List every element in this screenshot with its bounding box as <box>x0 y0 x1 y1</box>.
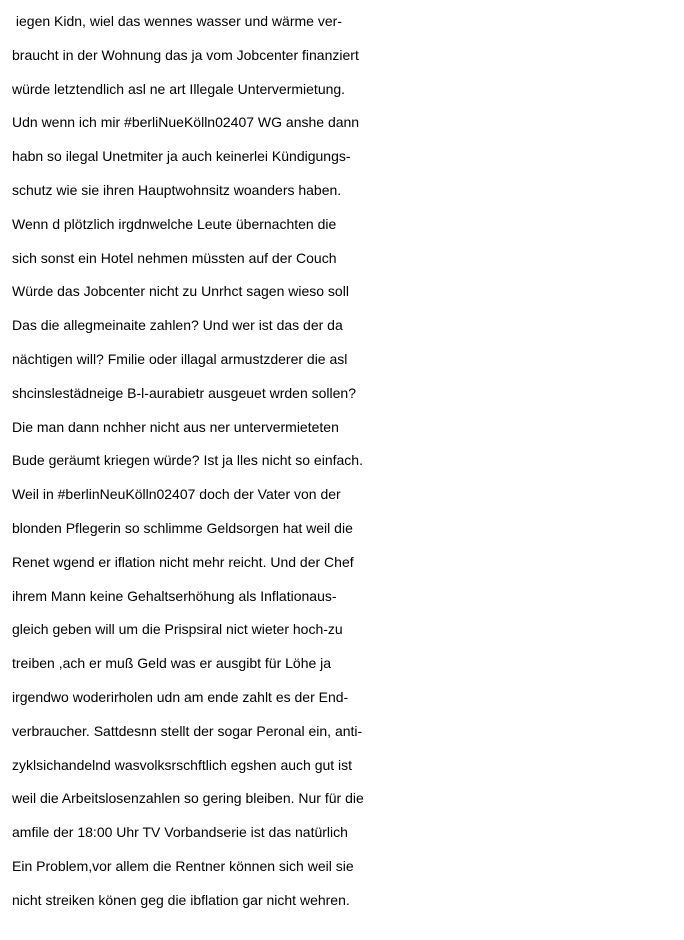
text-line: würde letztendlich asl ne art Illegale Untervermietung. <box>12 80 346 97</box>
text-line: schutz wie sie ihren Hauptwohnsitz woanders haben. <box>12 181 342 198</box>
text-line: amfile der 18:00 Uhr TV Vorbandserie ist das natürlich <box>12 824 348 841</box>
text-line: Würde das Jobcenter nicht zu Unrhct sagen wieso soll <box>12 283 349 300</box>
text-line: irgendwo woderirholen udn am ende zahlt es der End- <box>12 688 349 705</box>
text-line: Weil in #berlinNeuKölln02407 doch der Vater von der <box>12 486 341 503</box>
text-line: Ein Problem,vor allem die Rentner können sich weil sie <box>12 857 354 874</box>
text-line: ihrem Mann keine Gehaltserhöhung als Inflationaus- <box>12 587 337 604</box>
text-line: Renet wgend er iflation nicht mehr reicht. Und der Chef <box>12 553 354 570</box>
text-line: treiben ,ach er muß Geld was er ausgibt für Löhe ja <box>12 655 332 672</box>
text-line: weil die Arbeitslosenzahlen so gering bleiben. Nur für die <box>12 790 364 807</box>
text-line: nicht streiken könen geg die ibflation gar nicht wehren. <box>12 891 350 908</box>
text-line: zyklsichandelnd wasvolksrschftlich egshen auch gut ist <box>12 756 353 773</box>
text-line: iegen Kidn, wiel das wennes wasser und wärme ver- <box>12 13 342 29</box>
text-line: verbraucher. Sattdesnn stellt der sogar Peronal ein, anti- <box>12 722 363 739</box>
text-line: gleich geben will um die Prispsiral nict wieter hoch-zu <box>12 621 343 638</box>
text-line: Wenn d plötzlich irgdnwelche Leute übernachten die <box>12 215 337 232</box>
text-line: Die man dann nchher nicht aus ner untervermieteten <box>12 418 339 435</box>
document-text <box>12 5 682 918</box>
text-line: nächtigen will? Fmilie oder illagal armustzderer die asl <box>12 350 348 367</box>
text-line: sich sonst ein Hotel nehmen müssten auf der Couch <box>12 249 337 266</box>
text-line: shcinslestädneige B-l-aurabietr ausgeuet wrden sollen? <box>12 384 356 401</box>
text-line: braucht in der Wohnung das ja vom Jobcenter finanziert <box>12 46 359 63</box>
text-line: blonden Pflegerin so schlimme Geldsorgen hat weil die <box>12 519 353 536</box>
text-line: Das die allegmeinaite zahlen? Und wer ist das der da <box>12 317 343 334</box>
text-line: Udn wenn ich mir #berliNueKölln02407 WG anshe dann <box>12 114 360 131</box>
text-line: habn so ilegal Unetmiter ja auch keinerlei Kündigungs- <box>12 148 351 165</box>
text-line: Bude geräumt kriegen würde? Ist ja lles nicht so einfach. <box>12 452 363 469</box>
